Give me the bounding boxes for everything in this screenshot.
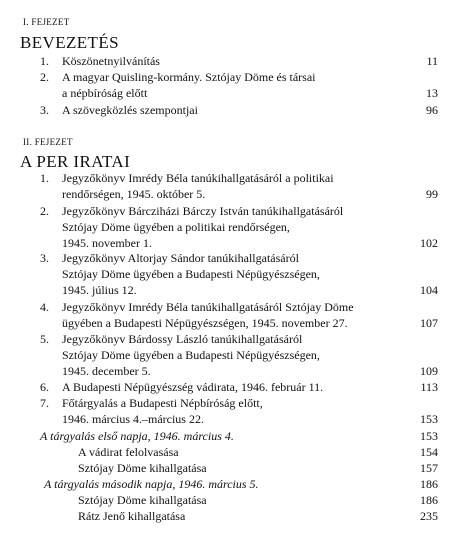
entry-title: A Budapesti Népügyészség vádirata, 1946. február 11. bbox=[62, 380, 324, 394]
entry-page: 186 bbox=[420, 477, 438, 491]
entry-title-continued: 1945. november 1. bbox=[62, 236, 152, 250]
subentry: A vádirat felolvasása bbox=[78, 445, 179, 459]
entry-page: 113 bbox=[420, 380, 438, 394]
entry-title-continued: 1945. július 12. bbox=[62, 283, 137, 297]
entry-number: 1. bbox=[40, 171, 49, 185]
entry-page: 11 bbox=[426, 54, 438, 68]
entry-title-continued: a népbíróság előtt bbox=[62, 86, 148, 100]
entry-page: 13 bbox=[426, 86, 438, 100]
entry-page: 102 bbox=[420, 236, 438, 250]
entry-page: 186 bbox=[420, 493, 438, 507]
entry-page: 96 bbox=[426, 103, 438, 117]
entry-number: 3. bbox=[40, 251, 49, 265]
entry-number: 6. bbox=[40, 380, 49, 394]
entry-title: A szövegközlés szempontjai bbox=[62, 103, 198, 117]
entry-title-continued: Sztójay Döme ügyében a politikai rendőrségen, bbox=[62, 220, 290, 234]
chapter-title: BEVEZETÉS bbox=[20, 33, 119, 52]
subentry-day-heading: A tárgyalás első napja, 1946. március 4. bbox=[40, 429, 234, 443]
chapter-label: II. FEJEZET bbox=[23, 137, 73, 147]
entry-title-continued: rendőrségen, 1945. október 5. bbox=[62, 187, 206, 201]
entry-page: 109 bbox=[420, 364, 438, 378]
entry-page: 157 bbox=[420, 461, 438, 475]
entry-title-continued: 1946. március 4.–március 22. bbox=[62, 412, 204, 426]
entry-number: 2. bbox=[40, 204, 49, 218]
entry-page: 153 bbox=[420, 429, 438, 443]
entry-title-continued: ügyében a Budapesti Népügyészségen, 1945. november 27. bbox=[62, 316, 348, 330]
entry-title-continued: Sztójay Döme ügyében a Budapesti Népügyészségen, bbox=[62, 348, 320, 362]
entry-number: 7. bbox=[40, 396, 49, 410]
entry-number: 4. bbox=[40, 300, 49, 314]
entry-title: Jegyzőkönyv Bárdossy László tanúkihallgatásáról bbox=[62, 332, 303, 346]
entry-page: 154 bbox=[420, 445, 438, 459]
entry-title-continued: Sztójay Döme ügyében a Budapesti Népügyészségen, bbox=[62, 267, 320, 281]
entry-page: 99 bbox=[426, 187, 438, 201]
subentry: Sztójay Döme kihallgatása bbox=[78, 493, 207, 507]
entry-page: 104 bbox=[420, 283, 438, 297]
entry-title: Köszönetnyilvánítás bbox=[62, 54, 160, 68]
entry-title: Jegyzőkönyv Imrédy Béla tanúkihallgatásáról a politikai bbox=[62, 171, 334, 185]
entry-title: Jegyzőkönyv Altorjay Sándor tanúkihallgatásáról bbox=[62, 251, 299, 265]
entry-title-continued: 1945. december 5. bbox=[62, 364, 151, 378]
entry-number: 3. bbox=[40, 103, 49, 117]
entry-title: A magyar Quisling-kormány. Sztójay Döme és társai bbox=[62, 70, 316, 84]
entry-title: Főtárgyalás a Budapesti Népbíróság előtt, bbox=[62, 396, 263, 410]
chapter-title: A PER IRATAI bbox=[20, 152, 131, 171]
entry-number: 2. bbox=[40, 70, 49, 84]
entry-page: 153 bbox=[420, 412, 438, 426]
entry-number: 1. bbox=[40, 54, 49, 68]
entry-number: 5. bbox=[40, 332, 49, 346]
entry-title: Jegyzőkönyv Imrédy Béla tanúkihallgatásáról Sztójay Döme bbox=[62, 300, 354, 314]
subentry: Rátz Jenő kihallgatása bbox=[78, 509, 186, 523]
chapter-label: I. FEJEZET bbox=[23, 17, 70, 27]
subentry-day-heading: A tárgyalás második napja, 1946. március 5. bbox=[44, 477, 259, 491]
subentry: Sztójay Döme kihallgatása bbox=[78, 461, 207, 475]
entry-page: 107 bbox=[420, 316, 438, 330]
entry-title: Jegyzőkönyv Bárcziházi Bárczy István tanúkihallgatásáról bbox=[62, 204, 344, 218]
entry-page: 235 bbox=[420, 509, 438, 523]
